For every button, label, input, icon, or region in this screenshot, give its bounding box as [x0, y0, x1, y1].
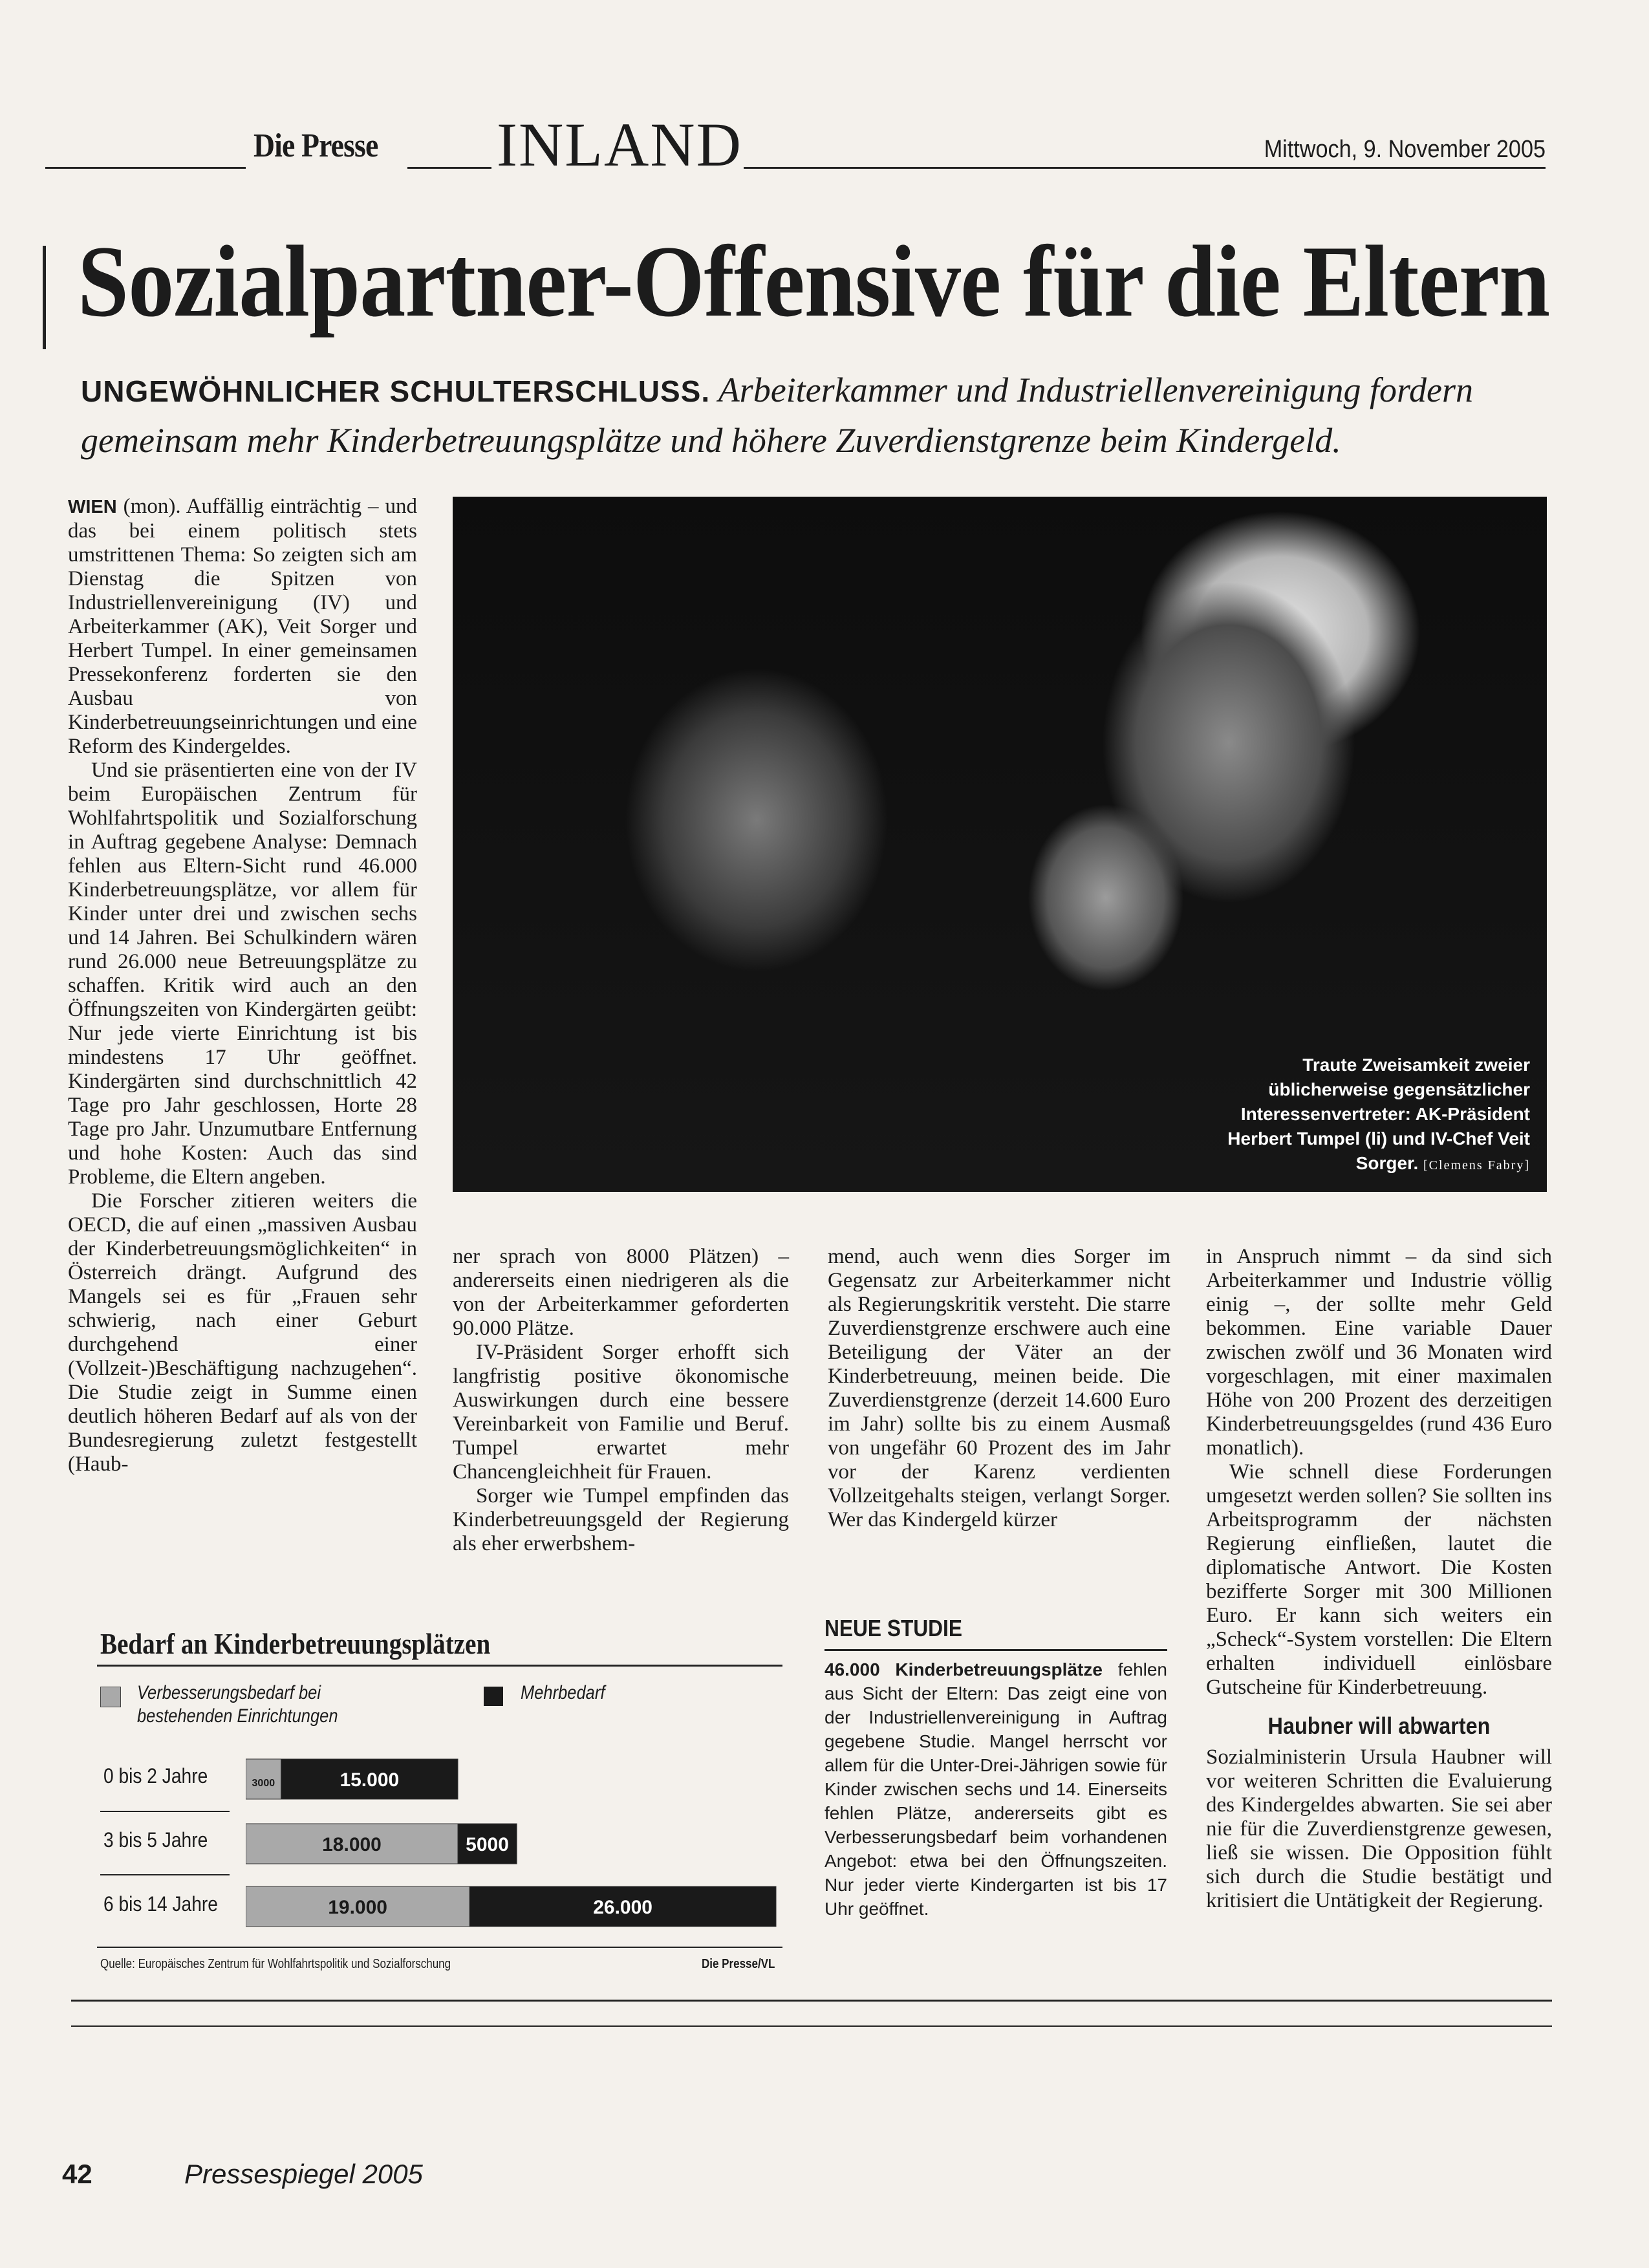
- headline: Sozialpartner-Offensive für die Eltern: [78, 225, 1550, 338]
- issue-date: Mittwoch, 9. November 2005: [1264, 136, 1546, 163]
- row-divider: [100, 1874, 230, 1875]
- lead-text: Arbeiterkammer und Industriellenvereinigung fordern gemeinsam mehr Kinderbetreuungsplätze und höhere Zuverdienstgrenze beim Kindergeld.: [81, 371, 1473, 460]
- row-divider: [100, 1811, 230, 1812]
- body-paragraph: in Anspruch nimmt – da sind sich Arbeiterkammer und Industrie völlig einig –, der sollte mehr Geld bekommen. Eine variable Dauer zwischen zwölf und 36 Monaten wird vorgeschlagen, mit einer maximalen Höhe von 200 Prozent des derzeitigen Kinderbetreuungsgeldes (rund 436 Euro monatlich).: [1206, 1245, 1552, 1460]
- page-bottom-rule: [71, 2000, 1552, 2002]
- lead-kicker: UNGEWÖHNLICHER SCHULTERSCHLUSS.: [81, 374, 711, 408]
- bar-value-label: 15.000: [339, 1769, 400, 1791]
- bar-value-label: 3000: [252, 1778, 275, 1789]
- bar-value-label: 19.000: [328, 1897, 387, 1918]
- legend-swatch-dark: [484, 1687, 503, 1706]
- infobox-body: [824, 1658, 1167, 1921]
- body-paragraph: mend, auch wenn dies Sorger im Gegensatz zur Arbeiterkammer nicht als Regierungskritik versteht. Die starre Zuverdienstgrenze erschwere auch eine Beteiligung der Väter an der Kinderbetreuung, meinen beide. Die Zuverdienstgrenze (derzeit 14.600 Euro im Jahr) sollte bis zu einem Ausmaß von ungefähr 60 Prozent des im Jahr vor der Karenz verdienten Vollzeitgehalts steigen, verlangt Sorger. Wer das Kindergeld kürzer: [828, 1245, 1170, 1531]
- legend-swatch-light: [100, 1687, 121, 1707]
- masthead-rule-left: [45, 167, 246, 169]
- category-label: 6 bis 14 Jahre: [103, 1892, 218, 1916]
- body-paragraph: IV-Präsident Sorger erhofft sich langfristig positive ökonomische Auswirkungen durch eine bessere Vereinbarkeit von Familie und Beruf. Tumpel erwartet mehr Chancengleichheit für Frauen.: [453, 1341, 789, 1484]
- chart-source: Quelle: Europäisches Zentrum für Wohlfahrtspolitik und Sozialforschung: [100, 1957, 451, 1971]
- chart-credit: Die Presse/VL: [702, 1957, 775, 1971]
- body-paragraph: Die Forscher zitieren weiters die OECD, die auf einen „massiven Ausbau der Kinderbetreuungsmöglichkeiten“ in Österreich drängt. Aufgrund des Mangels sei es für „Frauen sehr schwierig, nach einer Geburt durchgehend einer (Vollzeit-)Beschäftigung nachzugehen“. Die Studie zeigt in Summe einen deutlich höheren Bedarf auf als von der Bundesregierung zuletzt festgestellt (Haub-: [68, 1189, 417, 1476]
- bar-value-label: 26.000: [593, 1897, 652, 1918]
- infobox-rule: [824, 1649, 1167, 1651]
- masthead-rule-mid: [407, 167, 491, 169]
- body-paragraph: Auffällig einträchtig – und das bei einem politisch stets umstrittenen Thema: So zeigten sich am Dienstag die Spitzen von Industriellenvereinigung (IV) und Arbeiterkammer (AK), Veit Sorger und Herbert Tumpel. In einer gemeinsamen Pressekonferenz forderten sie den Ausbau von Kinderbetreuungseinrichtungen und eine Reform des Kindergeldes.: [68, 495, 417, 758]
- body-paragraph: ner sprach von 8000 Plätzen) – andererseits einen niedrigeren als die von der Arbeiterkammer geforderten 90.000 Plätze.: [453, 1245, 789, 1340]
- body-paragraph: Sozialministerin Ursula Haubner will vor weiteren Schritten die Evaluierung des Kindergeldes abwarten. Sie sei aber nie für die Zuverdienstgrenze gewesen, ließ sie wissen. Die Opposition fühlt sich durch die Studie bestätigt und kritisiert die Untätigkeit der Regierung.: [1206, 1745, 1552, 1912]
- chart-bottom-rule: [97, 1947, 782, 1948]
- bar-value-label: 18.000: [322, 1834, 382, 1855]
- page-number: 42: [62, 2159, 92, 2189]
- category-label: 3 bis 5 Jahre: [103, 1828, 208, 1852]
- page-bottom-rule-2: [71, 2025, 1552, 2027]
- infobox-lead: 46.000 Kinderbetreuungsplätze: [824, 1659, 1103, 1679]
- article-column-1: [68, 495, 417, 1476]
- photo-caption: [1194, 1053, 1530, 1178]
- chart-title-rule: [97, 1665, 782, 1667]
- photo-caption-text: Traute Zweisamkeit zweier üblicherweise gegensätzlicher Interessenvertreter: AK-Präsident Herbert Tumpel (li) und IV-Chef Veit Sorger.: [1227, 1055, 1530, 1173]
- infobox-title: NEUE STUDIE: [824, 1615, 963, 1641]
- legend-label-light: Verbesserungsbedarf bei bestehenden Einrichtungen: [137, 1682, 338, 1727]
- section-title: INLAND: [497, 110, 742, 179]
- brand-logo: Die Presse: [253, 127, 378, 164]
- article-column-4: [1206, 1245, 1552, 1913]
- dateline: WIEN: [68, 497, 117, 517]
- bar-value-label: 5000: [466, 1834, 509, 1855]
- photo-credit: [Clemens Fabry]: [1423, 1158, 1530, 1172]
- headline-side-rule: [43, 246, 46, 349]
- publication-title: Pressespiegel 2005: [184, 2159, 423, 2189]
- body-paragraph: Sorger wie Tumpel empfinden das Kinderbetreuungsgeld der Regierung als eher erwerbshem-: [453, 1484, 789, 1555]
- legend-label-dark: Mehrbedarf: [521, 1682, 605, 1703]
- body-paragraph: Wie schnell diese Forderungen umgesetzt werden sollen? Sie sollten ins Arbeitsprogramm der nächsten Regierung einfließen, lautet die diplomatische Antwort. Die Kosten bezifferte Sorger mit 300 Millionen Euro. Er kann sich weiters ein „Scheck“-System vorstellen: Die Eltern erhalten individuell einlösbare Gutscheine für Kinderbetreuung.: [1206, 1460, 1552, 1699]
- subheading: Haubner will abwarten: [1267, 1712, 1491, 1739]
- article-photo: [453, 497, 1547, 1192]
- byline: (mon).: [123, 495, 181, 518]
- lead-paragraph: [81, 365, 1549, 465]
- category-label: 0 bis 2 Jahre: [103, 1764, 208, 1787]
- bar-chart: [246, 1740, 782, 1934]
- body-paragraph: Und sie präsentierten eine von der IV beim Europäischen Zentrum für Wohlfahrtspolitik und Sozialforschung in Auftrag gegebene Analyse: Demnach fehlen aus Eltern-Sicht rund 46.000 Kinderbetreuungsplätze, vor allem für Kinder unter drei und zwischen sechs und 14 Jahren. Bei Schulkindern wären rund 26.000 neue Betreuungsplätze zu schaffen. Kritik wird auch an den Öffnungszeiten von Kindergärten geübt: Nur jede vierte Einrichtung ist bis mindestens 17 Uhr geöffnet. Kindergärten sind durchschnittlich 42 Tage pro Jahr geschlossen, Horte 28 Tage pro Jahr. Unzumutbare Entfernung und hohe Kosten: Auch das sind Probleme, die Eltern angeben.: [68, 759, 417, 1189]
- article-column-2: [453, 1245, 789, 1556]
- masthead-rule-right: [744, 167, 1546, 169]
- chart-title: Bedarf an Kinderbetreuungsplätzen: [100, 1627, 491, 1660]
- infobox-text: fehlen aus Sicht der Eltern: Das zeigt eine von der Industriellenvereinigung in Auftrag gegebene Studie. Mangel herrscht vor allem für die Unter-Drei-Jährigen sowie für Kinder zwischen sechs und 14. Einerseits fehlen Plätze, andererseits gibt es Verbesserungsbedarf beim vorhandenen Angebot: etwa bei den Öffnungszeiten. Nur jeder vierte Kindergarten ist bis 17 Uhr geöffnet.: [824, 1659, 1168, 1919]
- article-column-3: [828, 1245, 1170, 1532]
